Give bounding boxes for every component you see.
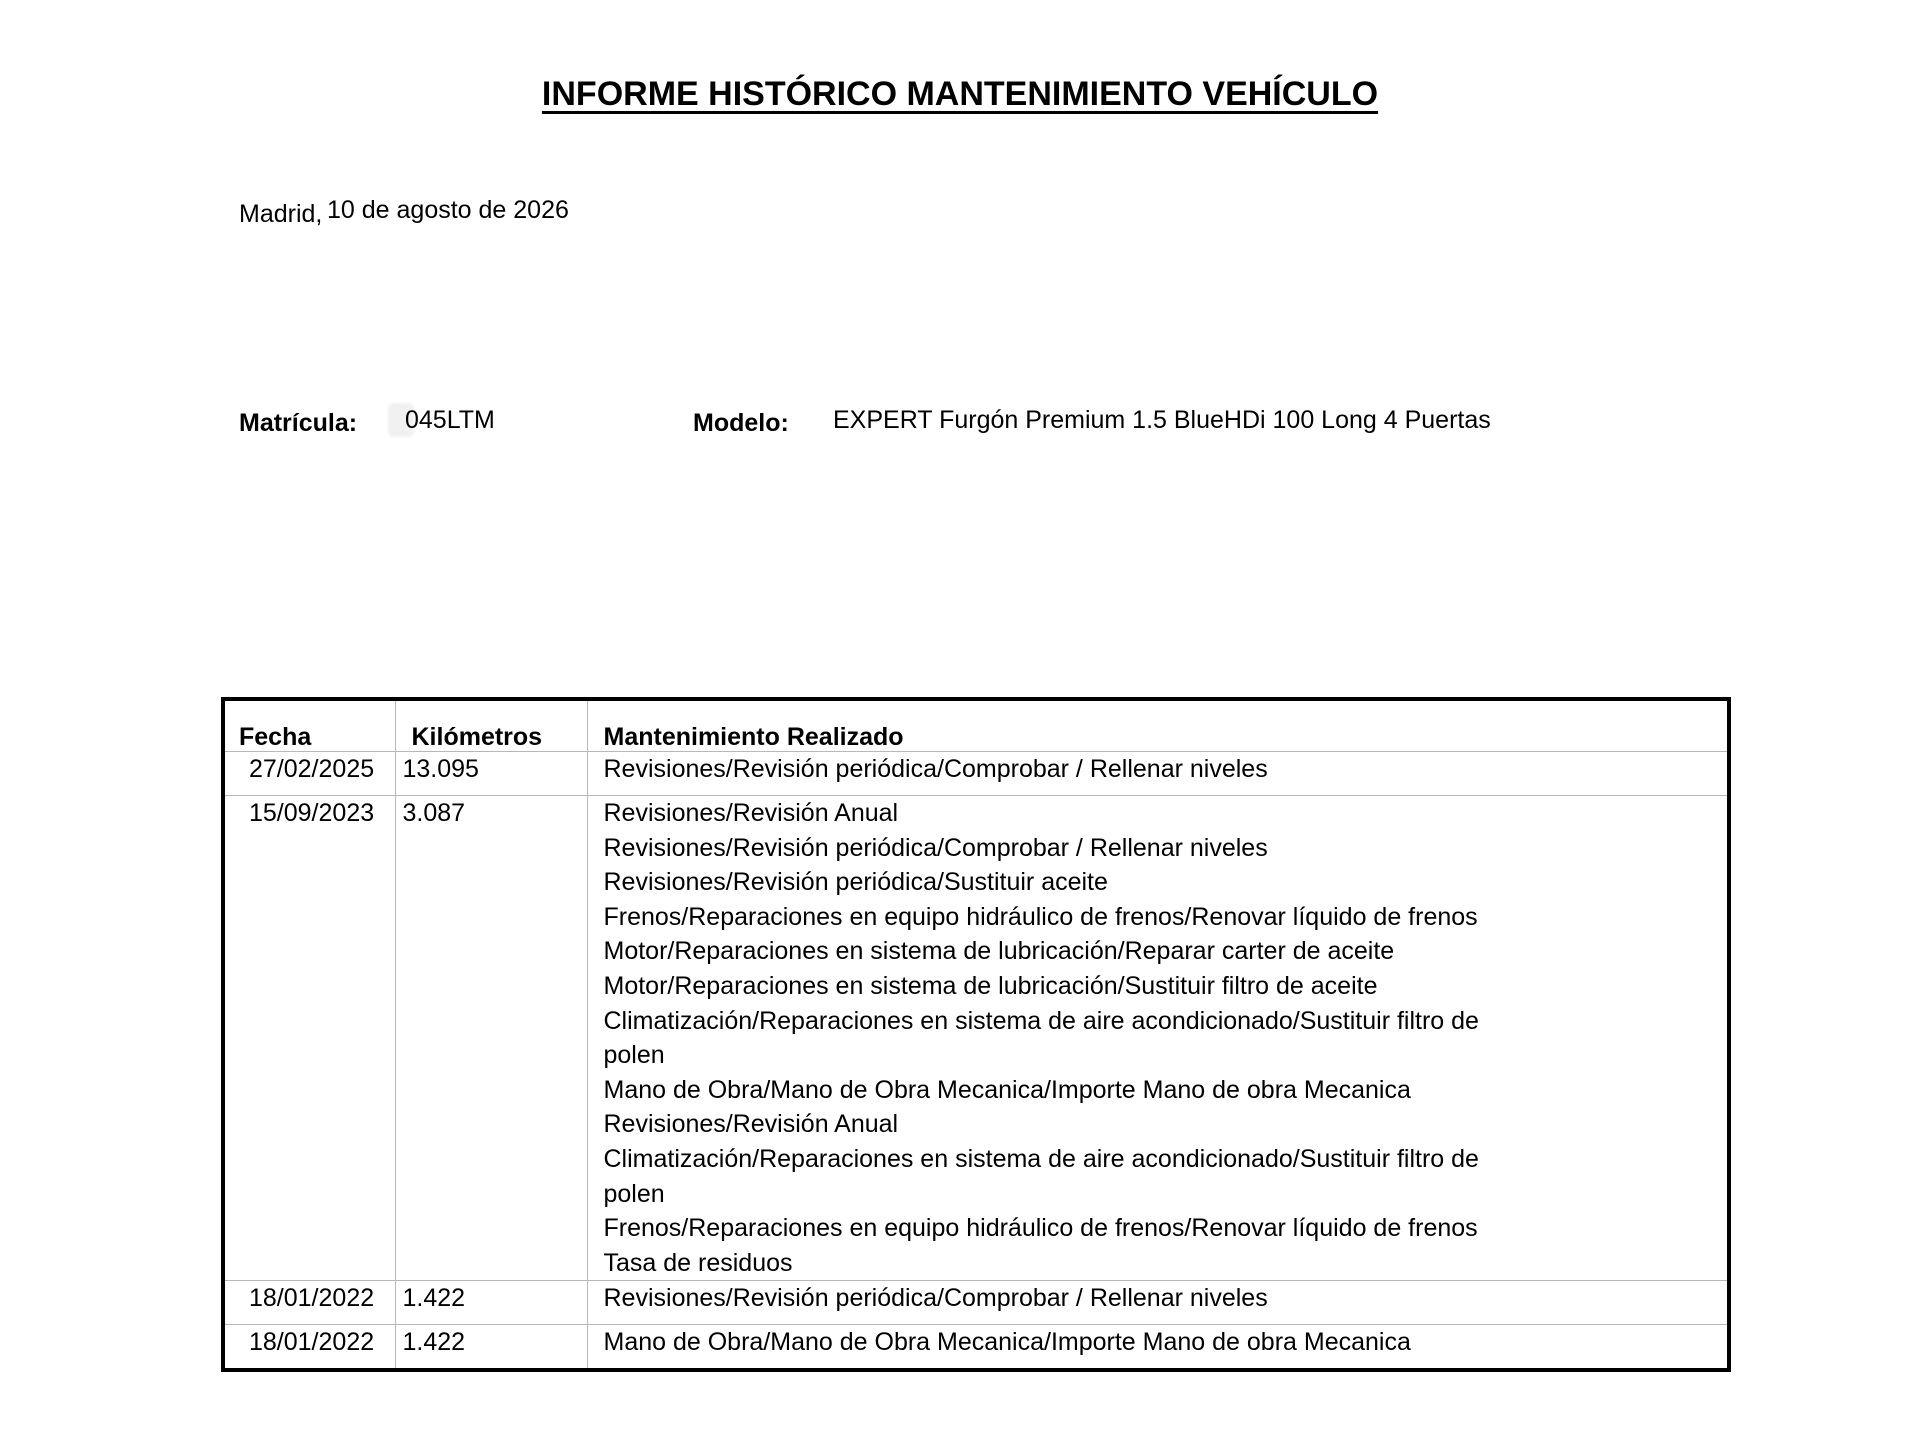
maintenance-item: Climatización/Reparaciones en sistema de aire acondicionado/Sustituir filtro de polen [603, 1144, 1479, 1208]
header-mantenimiento: Mantenimiento Realizado [587, 699, 1729, 752]
maintenance-item: Mano de Obra/Mano de Obra Mecanica/Importe Mano de obra Mecanica [603, 1075, 1411, 1104]
table-row [223, 1325, 1729, 1371]
date-city: Madrid, [239, 200, 323, 228]
cell-km: 1.422 [395, 1281, 587, 1325]
maintenance-item: Frenos/Reparaciones en equipo hidráulico de frenos/Renovar líquido de frenos [603, 1214, 1478, 1243]
cell-fecha: 18/01/2022 [223, 1281, 395, 1325]
cell-km: 13.095 [395, 752, 587, 796]
cell-fecha: 27/02/2025 [223, 752, 395, 796]
maintenance-item: Revisiones/Revisión periódica/Comprobar / Rellenar niveles [603, 833, 1268, 862]
cell-mantenimiento [587, 796, 1729, 1281]
cell-km: 1.422 [395, 1325, 587, 1371]
header-kilometros: Kilómetros [395, 699, 587, 752]
cell-fecha: 15/09/2023 [223, 796, 395, 1281]
table-header-row [223, 699, 1729, 752]
maintenance-table [221, 697, 1731, 1372]
maintenance-item: Revisiones/Revisión periódica/Sustituir aceite [603, 868, 1108, 897]
report-title [0, 74, 1920, 114]
table-row [223, 752, 1729, 796]
model-label: Modelo: [693, 409, 789, 437]
plate-value: 045LTM [405, 406, 495, 434]
report-date: 10 de agosto de 2026 [327, 196, 569, 224]
maintenance-item: Motor/Reparaciones en sistema de lubricación/Reparar carter de aceite [603, 937, 1395, 966]
cell-mantenimiento [587, 752, 1729, 796]
cell-fecha: 18/01/2022 [223, 1325, 395, 1371]
plate-label: Matrícula: [239, 409, 358, 437]
maintenance-item: Revisiones/Revisión periódica/Comprobar / Rellenar niveles [603, 1284, 1268, 1313]
table-row [223, 796, 1729, 1281]
maintenance-item: Tasa de residuos [603, 1248, 793, 1277]
maintenance-item: Revisiones/Revisión periódica/Comprobar / Rellenar niveles [603, 755, 1268, 783]
cell-mantenimiento [587, 1325, 1729, 1371]
cell-km: 3.087 [395, 796, 587, 1281]
table-row [223, 1281, 1729, 1325]
maintenance-item: Motor/Reparaciones en sistema de lubricación/Sustituir filtro de aceite [603, 971, 1378, 1000]
maintenance-item: Mano de Obra/Mano de Obra Mecanica/Importe Mano de obra Mecanica [603, 1328, 1411, 1357]
header-fecha: Fecha [223, 699, 395, 752]
maintenance-item: Revisiones/Revisión Anual [603, 799, 899, 827]
maintenance-item: Revisiones/Revisión Anual [603, 1110, 899, 1139]
report-title-text: INFORME HISTÓRICO MANTENIMIENTO VEHÍCULO [541, 75, 1379, 113]
cell-mantenimiento [587, 1281, 1729, 1325]
maintenance-item: Climatización/Reparaciones en sistema de aire acondicionado/Sustituir filtro de polen [603, 1006, 1479, 1070]
model-value: EXPERT Furgón Premium 1.5 BlueHDi 100 Long 4 Puertas [833, 406, 1491, 434]
maintenance-item: Frenos/Reparaciones en equipo hidráulico de frenos/Renovar líquido de frenos [603, 902, 1478, 931]
